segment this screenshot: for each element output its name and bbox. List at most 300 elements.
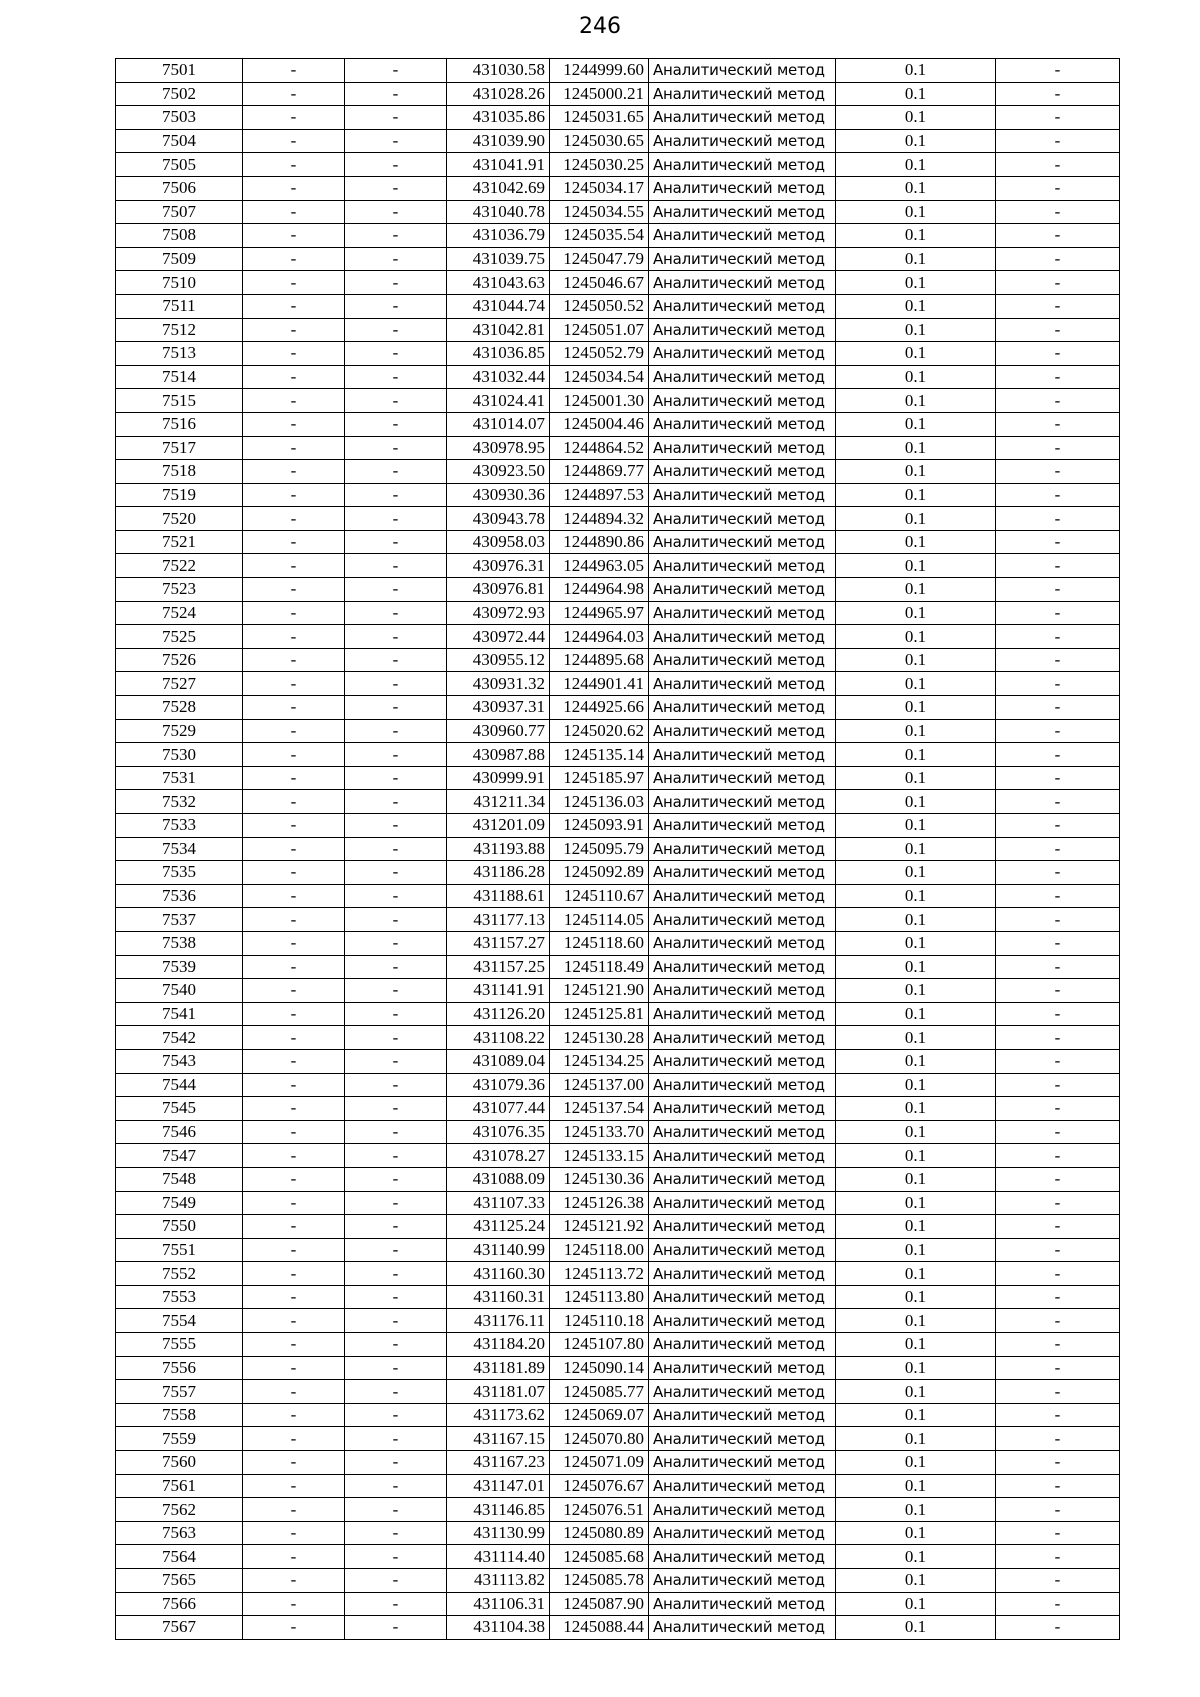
precision-cell: 0.1 bbox=[836, 979, 996, 1003]
y-coordinate-cell: 1245000.21 bbox=[550, 82, 649, 106]
dash-cell: - bbox=[996, 271, 1120, 295]
point-number-cell: 7555 bbox=[116, 1333, 243, 1357]
dash-cell: - bbox=[996, 1191, 1120, 1215]
dash-cell: - bbox=[996, 1262, 1120, 1286]
point-number-cell: 7552 bbox=[116, 1262, 243, 1286]
dash-cell: - bbox=[345, 1427, 447, 1451]
precision-cell: 0.1 bbox=[836, 200, 996, 224]
dash-cell: - bbox=[996, 1285, 1120, 1309]
y-coordinate-cell: 1245092.89 bbox=[550, 861, 649, 885]
dash-cell: - bbox=[345, 648, 447, 672]
precision-cell: 0.1 bbox=[836, 129, 996, 153]
x-coordinate-cell: 430943.78 bbox=[447, 507, 550, 531]
dash-cell: - bbox=[345, 1026, 447, 1050]
dash-cell: - bbox=[243, 129, 345, 153]
precision-cell: 0.1 bbox=[836, 271, 996, 295]
point-number-cell: 7560 bbox=[116, 1451, 243, 1475]
x-coordinate-cell: 431193.88 bbox=[447, 837, 550, 861]
dash-cell: - bbox=[243, 1498, 345, 1522]
method-cell: Аналитический метод bbox=[649, 436, 836, 460]
method-cell: Аналитический метод bbox=[649, 460, 836, 484]
dash-cell: - bbox=[345, 247, 447, 271]
method-cell: Аналитический метод bbox=[649, 1026, 836, 1050]
y-coordinate-cell: 1245113.72 bbox=[550, 1262, 649, 1286]
dash-cell: - bbox=[996, 719, 1120, 743]
table-row bbox=[116, 106, 1120, 130]
table-row bbox=[116, 1498, 1120, 1522]
point-number-cell: 7542 bbox=[116, 1026, 243, 1050]
precision-cell: 0.1 bbox=[836, 1451, 996, 1475]
precision-cell: 0.1 bbox=[836, 342, 996, 366]
y-coordinate-cell: 1245076.51 bbox=[550, 1498, 649, 1522]
dash-cell: - bbox=[243, 931, 345, 955]
table-row bbox=[116, 884, 1120, 908]
dash-cell: - bbox=[996, 578, 1120, 602]
y-coordinate-cell: 1245107.80 bbox=[550, 1333, 649, 1357]
dash-cell: - bbox=[996, 365, 1120, 389]
precision-cell: 0.1 bbox=[836, 790, 996, 814]
x-coordinate-cell: 431141.91 bbox=[447, 979, 550, 1003]
dash-cell: - bbox=[345, 955, 447, 979]
dash-cell: - bbox=[996, 955, 1120, 979]
precision-cell: 0.1 bbox=[836, 1167, 996, 1191]
table-row bbox=[116, 82, 1120, 106]
table-row bbox=[116, 1451, 1120, 1475]
precision-cell: 0.1 bbox=[836, 1049, 996, 1073]
dash-cell: - bbox=[996, 106, 1120, 130]
x-coordinate-cell: 431114.40 bbox=[447, 1545, 550, 1569]
precision-cell: 0.1 bbox=[836, 153, 996, 177]
precision-cell: 0.1 bbox=[836, 908, 996, 932]
y-coordinate-cell: 1244965.97 bbox=[550, 601, 649, 625]
y-coordinate-cell: 1245135.14 bbox=[550, 743, 649, 767]
x-coordinate-cell: 431030.58 bbox=[447, 59, 550, 83]
precision-cell: 0.1 bbox=[836, 530, 996, 554]
y-coordinate-cell: 1245118.60 bbox=[550, 931, 649, 955]
x-coordinate-cell: 431079.36 bbox=[447, 1073, 550, 1097]
x-coordinate-cell: 431076.35 bbox=[447, 1120, 550, 1144]
x-coordinate-cell: 431024.41 bbox=[447, 389, 550, 413]
x-coordinate-cell: 431039.75 bbox=[447, 247, 550, 271]
dash-cell: - bbox=[243, 1238, 345, 1262]
x-coordinate-cell: 430930.36 bbox=[447, 483, 550, 507]
y-coordinate-cell: 1245069.07 bbox=[550, 1403, 649, 1427]
point-number-cell: 7545 bbox=[116, 1097, 243, 1121]
table-row bbox=[116, 1215, 1120, 1239]
point-number-cell: 7544 bbox=[116, 1073, 243, 1097]
method-cell: Аналитический метод bbox=[649, 1120, 836, 1144]
point-number-cell: 7526 bbox=[116, 648, 243, 672]
x-coordinate-cell: 431028.26 bbox=[447, 82, 550, 106]
table-row bbox=[116, 1403, 1120, 1427]
dash-cell: - bbox=[243, 460, 345, 484]
table-row bbox=[116, 743, 1120, 767]
coordinates-table bbox=[115, 58, 1120, 1640]
table-row bbox=[116, 719, 1120, 743]
method-cell: Аналитический метод bbox=[649, 1262, 836, 1286]
dash-cell: - bbox=[345, 884, 447, 908]
x-coordinate-cell: 430999.91 bbox=[447, 766, 550, 790]
y-coordinate-cell: 1244894.32 bbox=[550, 507, 649, 531]
x-coordinate-cell: 430923.50 bbox=[447, 460, 550, 484]
dash-cell: - bbox=[345, 82, 447, 106]
y-coordinate-cell: 1245076.67 bbox=[550, 1474, 649, 1498]
point-number-cell: 7532 bbox=[116, 790, 243, 814]
y-coordinate-cell: 1245034.55 bbox=[550, 200, 649, 224]
precision-cell: 0.1 bbox=[836, 82, 996, 106]
precision-cell: 0.1 bbox=[836, 719, 996, 743]
table-row bbox=[116, 790, 1120, 814]
precision-cell: 0.1 bbox=[836, 743, 996, 767]
dash-cell: - bbox=[243, 224, 345, 248]
table-row bbox=[116, 200, 1120, 224]
precision-cell: 0.1 bbox=[836, 601, 996, 625]
dash-cell: - bbox=[243, 59, 345, 83]
table-row bbox=[116, 1073, 1120, 1097]
dash-cell: - bbox=[996, 530, 1120, 554]
dash-cell: - bbox=[345, 1356, 447, 1380]
precision-cell: 0.1 bbox=[836, 1427, 996, 1451]
point-number-cell: 7522 bbox=[116, 554, 243, 578]
point-number-cell: 7521 bbox=[116, 530, 243, 554]
point-number-cell: 7504 bbox=[116, 129, 243, 153]
x-coordinate-cell: 431089.04 bbox=[447, 1049, 550, 1073]
dash-cell: - bbox=[996, 979, 1120, 1003]
dash-cell: - bbox=[996, 1616, 1120, 1640]
x-coordinate-cell: 431014.07 bbox=[447, 412, 550, 436]
x-coordinate-cell: 431177.13 bbox=[447, 908, 550, 932]
dash-cell: - bbox=[345, 412, 447, 436]
method-cell: Аналитический метод bbox=[649, 1498, 836, 1522]
y-coordinate-cell: 1245085.77 bbox=[550, 1380, 649, 1404]
y-coordinate-cell: 1245035.54 bbox=[550, 224, 649, 248]
x-coordinate-cell: 431040.78 bbox=[447, 200, 550, 224]
dash-cell: - bbox=[345, 365, 447, 389]
dash-cell: - bbox=[243, 1521, 345, 1545]
dash-cell: - bbox=[243, 106, 345, 130]
y-coordinate-cell: 1245090.14 bbox=[550, 1356, 649, 1380]
dash-cell: - bbox=[243, 1026, 345, 1050]
dash-cell: - bbox=[243, 1167, 345, 1191]
method-cell: Аналитический метод bbox=[649, 1073, 836, 1097]
point-number-cell: 7539 bbox=[116, 955, 243, 979]
dash-cell: - bbox=[243, 271, 345, 295]
y-coordinate-cell: 1245034.54 bbox=[550, 365, 649, 389]
x-coordinate-cell: 431181.89 bbox=[447, 1356, 550, 1380]
y-coordinate-cell: 1245126.38 bbox=[550, 1191, 649, 1215]
dash-cell: - bbox=[243, 1191, 345, 1215]
precision-cell: 0.1 bbox=[836, 460, 996, 484]
x-coordinate-cell: 430987.88 bbox=[447, 743, 550, 767]
x-coordinate-cell: 431078.27 bbox=[447, 1144, 550, 1168]
point-number-cell: 7533 bbox=[116, 814, 243, 838]
method-cell: Аналитический метод bbox=[649, 1451, 836, 1475]
dash-cell: - bbox=[243, 436, 345, 460]
dash-cell: - bbox=[345, 1167, 447, 1191]
point-number-cell: 7506 bbox=[116, 176, 243, 200]
dash-cell: - bbox=[996, 1097, 1120, 1121]
dash-cell: - bbox=[243, 389, 345, 413]
dash-cell: - bbox=[345, 153, 447, 177]
y-coordinate-cell: 1244901.41 bbox=[550, 672, 649, 696]
table-row bbox=[116, 1026, 1120, 1050]
point-number-cell: 7501 bbox=[116, 59, 243, 83]
y-coordinate-cell: 1245121.90 bbox=[550, 979, 649, 1003]
dash-cell: - bbox=[345, 1120, 447, 1144]
dash-cell: - bbox=[243, 294, 345, 318]
dash-cell: - bbox=[996, 247, 1120, 271]
point-number-cell: 7553 bbox=[116, 1285, 243, 1309]
x-coordinate-cell: 431039.90 bbox=[447, 129, 550, 153]
y-coordinate-cell: 1245137.00 bbox=[550, 1073, 649, 1097]
dash-cell: - bbox=[345, 59, 447, 83]
x-coordinate-cell: 431077.44 bbox=[447, 1097, 550, 1121]
table-row bbox=[116, 153, 1120, 177]
y-coordinate-cell: 1245134.25 bbox=[550, 1049, 649, 1073]
y-coordinate-cell: 1245080.89 bbox=[550, 1521, 649, 1545]
dash-cell: - bbox=[243, 1474, 345, 1498]
x-coordinate-cell: 431130.99 bbox=[447, 1521, 550, 1545]
method-cell: Аналитический метод bbox=[649, 1545, 836, 1569]
dash-cell: - bbox=[996, 82, 1120, 106]
precision-cell: 0.1 bbox=[836, 648, 996, 672]
table-row bbox=[116, 176, 1120, 200]
dash-cell: - bbox=[243, 318, 345, 342]
x-coordinate-cell: 430955.12 bbox=[447, 648, 550, 672]
dash-cell: - bbox=[996, 153, 1120, 177]
method-cell: Аналитический метод bbox=[649, 1592, 836, 1616]
dash-cell: - bbox=[345, 1545, 447, 1569]
precision-cell: 0.1 bbox=[836, 814, 996, 838]
method-cell: Аналитический метод bbox=[649, 955, 836, 979]
y-coordinate-cell: 1245004.46 bbox=[550, 412, 649, 436]
dash-cell: - bbox=[996, 507, 1120, 531]
dash-cell: - bbox=[345, 625, 447, 649]
dash-cell: - bbox=[243, 908, 345, 932]
y-coordinate-cell: 1244864.52 bbox=[550, 436, 649, 460]
dash-cell: - bbox=[345, 106, 447, 130]
point-number-cell: 7519 bbox=[116, 483, 243, 507]
dash-cell: - bbox=[996, 884, 1120, 908]
dash-cell: - bbox=[345, 1002, 447, 1026]
point-number-cell: 7528 bbox=[116, 696, 243, 720]
table-row bbox=[116, 1167, 1120, 1191]
method-cell: Аналитический метод bbox=[649, 1215, 836, 1239]
dash-cell: - bbox=[345, 342, 447, 366]
dash-cell: - bbox=[345, 318, 447, 342]
dash-cell: - bbox=[996, 412, 1120, 436]
table-row bbox=[116, 530, 1120, 554]
dash-cell: - bbox=[243, 530, 345, 554]
dash-cell: - bbox=[996, 743, 1120, 767]
dash-cell: - bbox=[345, 554, 447, 578]
x-coordinate-cell: 431157.25 bbox=[447, 955, 550, 979]
dash-cell: - bbox=[243, 814, 345, 838]
y-coordinate-cell: 1245050.52 bbox=[550, 294, 649, 318]
dash-cell: - bbox=[345, 837, 447, 861]
table-row bbox=[116, 436, 1120, 460]
dash-cell: - bbox=[996, 1309, 1120, 1333]
method-cell: Аналитический метод bbox=[649, 1049, 836, 1073]
dash-cell: - bbox=[996, 436, 1120, 460]
point-number-cell: 7534 bbox=[116, 837, 243, 861]
point-number-cell: 7510 bbox=[116, 271, 243, 295]
dash-cell: - bbox=[243, 507, 345, 531]
table-row bbox=[116, 1262, 1120, 1286]
table-row bbox=[116, 601, 1120, 625]
point-number-cell: 7508 bbox=[116, 224, 243, 248]
precision-cell: 0.1 bbox=[836, 1285, 996, 1309]
point-number-cell: 7507 bbox=[116, 200, 243, 224]
dash-cell: - bbox=[243, 1403, 345, 1427]
dash-cell: - bbox=[345, 861, 447, 885]
dash-cell: - bbox=[996, 1002, 1120, 1026]
precision-cell: 0.1 bbox=[836, 1238, 996, 1262]
y-coordinate-cell: 1245020.62 bbox=[550, 719, 649, 743]
precision-cell: 0.1 bbox=[836, 931, 996, 955]
point-number-cell: 7546 bbox=[116, 1120, 243, 1144]
dash-cell: - bbox=[996, 1238, 1120, 1262]
method-cell: Аналитический метод bbox=[649, 908, 836, 932]
precision-cell: 0.1 bbox=[836, 1521, 996, 1545]
x-coordinate-cell: 431108.22 bbox=[447, 1026, 550, 1050]
precision-cell: 0.1 bbox=[836, 578, 996, 602]
dash-cell: - bbox=[243, 554, 345, 578]
dash-cell: - bbox=[243, 601, 345, 625]
table-row bbox=[116, 460, 1120, 484]
x-coordinate-cell: 431113.82 bbox=[447, 1569, 550, 1593]
dash-cell: - bbox=[243, 1120, 345, 1144]
dash-cell: - bbox=[243, 979, 345, 1003]
method-cell: Аналитический метод bbox=[649, 554, 836, 578]
x-coordinate-cell: 431104.38 bbox=[447, 1616, 550, 1640]
precision-cell: 0.1 bbox=[836, 1262, 996, 1286]
point-number-cell: 7514 bbox=[116, 365, 243, 389]
table-row bbox=[116, 766, 1120, 790]
table-row bbox=[116, 483, 1120, 507]
y-coordinate-cell: 1245093.91 bbox=[550, 814, 649, 838]
method-cell: Аналитический метод bbox=[649, 1144, 836, 1168]
dash-cell: - bbox=[996, 908, 1120, 932]
dash-cell: - bbox=[243, 176, 345, 200]
dash-cell: - bbox=[243, 365, 345, 389]
table-row bbox=[116, 837, 1120, 861]
dash-cell: - bbox=[996, 1215, 1120, 1239]
x-coordinate-cell: 431167.23 bbox=[447, 1451, 550, 1475]
dash-cell: - bbox=[243, 790, 345, 814]
point-number-cell: 7554 bbox=[116, 1309, 243, 1333]
point-number-cell: 7505 bbox=[116, 153, 243, 177]
dash-cell: - bbox=[243, 672, 345, 696]
dash-cell: - bbox=[243, 955, 345, 979]
x-coordinate-cell: 431044.74 bbox=[447, 294, 550, 318]
table-row bbox=[116, 1097, 1120, 1121]
dash-cell: - bbox=[243, 1333, 345, 1357]
y-coordinate-cell: 1245071.09 bbox=[550, 1451, 649, 1475]
dash-cell: - bbox=[996, 766, 1120, 790]
dash-cell: - bbox=[345, 200, 447, 224]
y-coordinate-cell: 1245034.17 bbox=[550, 176, 649, 200]
dash-cell: - bbox=[345, 1191, 447, 1215]
x-coordinate-cell: 431160.30 bbox=[447, 1262, 550, 1286]
precision-cell: 0.1 bbox=[836, 436, 996, 460]
precision-cell: 0.1 bbox=[836, 696, 996, 720]
x-coordinate-cell: 430931.32 bbox=[447, 672, 550, 696]
y-coordinate-cell: 1245095.79 bbox=[550, 837, 649, 861]
point-number-cell: 7547 bbox=[116, 1144, 243, 1168]
dash-cell: - bbox=[996, 1569, 1120, 1593]
table-row bbox=[116, 672, 1120, 696]
dash-cell: - bbox=[243, 743, 345, 767]
y-coordinate-cell: 1244890.86 bbox=[550, 530, 649, 554]
table-row bbox=[116, 1569, 1120, 1593]
dash-cell: - bbox=[996, 1498, 1120, 1522]
method-cell: Аналитический метод bbox=[649, 59, 836, 83]
x-coordinate-cell: 431042.81 bbox=[447, 318, 550, 342]
point-number-cell: 7540 bbox=[116, 979, 243, 1003]
method-cell: Аналитический метод bbox=[649, 1238, 836, 1262]
point-number-cell: 7531 bbox=[116, 766, 243, 790]
precision-cell: 0.1 bbox=[836, 1026, 996, 1050]
table-row bbox=[116, 1238, 1120, 1262]
point-number-cell: 7535 bbox=[116, 861, 243, 885]
dash-cell: - bbox=[996, 672, 1120, 696]
dash-cell: - bbox=[345, 1451, 447, 1475]
y-coordinate-cell: 1245133.70 bbox=[550, 1120, 649, 1144]
table-row bbox=[116, 861, 1120, 885]
y-coordinate-cell: 1245001.30 bbox=[550, 389, 649, 413]
dash-cell: - bbox=[345, 271, 447, 295]
y-coordinate-cell: 1245113.80 bbox=[550, 1285, 649, 1309]
y-coordinate-cell: 1245085.78 bbox=[550, 1569, 649, 1593]
method-cell: Аналитический метод bbox=[649, 1333, 836, 1357]
dash-cell: - bbox=[996, 648, 1120, 672]
x-coordinate-cell: 431041.91 bbox=[447, 153, 550, 177]
method-cell: Аналитический метод bbox=[649, 648, 836, 672]
dash-cell: - bbox=[345, 1474, 447, 1498]
point-number-cell: 7536 bbox=[116, 884, 243, 908]
table-row bbox=[116, 1285, 1120, 1309]
dash-cell: - bbox=[345, 1333, 447, 1357]
dash-cell: - bbox=[243, 200, 345, 224]
method-cell: Аналитический метод bbox=[649, 1427, 836, 1451]
dash-cell: - bbox=[996, 837, 1120, 861]
point-number-cell: 7538 bbox=[116, 931, 243, 955]
precision-cell: 0.1 bbox=[836, 412, 996, 436]
x-coordinate-cell: 431035.86 bbox=[447, 106, 550, 130]
point-number-cell: 7567 bbox=[116, 1616, 243, 1640]
dash-cell: - bbox=[243, 1380, 345, 1404]
method-cell: Аналитический метод bbox=[649, 672, 836, 696]
precision-cell: 0.1 bbox=[836, 507, 996, 531]
method-cell: Аналитический метод bbox=[649, 1521, 836, 1545]
point-number-cell: 7503 bbox=[116, 106, 243, 130]
x-coordinate-cell: 431036.79 bbox=[447, 224, 550, 248]
dash-cell: - bbox=[345, 1521, 447, 1545]
table-row bbox=[116, 908, 1120, 932]
dash-cell: - bbox=[996, 814, 1120, 838]
table-row bbox=[116, 318, 1120, 342]
dash-cell: - bbox=[345, 814, 447, 838]
x-coordinate-cell: 431146.85 bbox=[447, 1498, 550, 1522]
precision-cell: 0.1 bbox=[836, 1073, 996, 1097]
dash-cell: - bbox=[243, 342, 345, 366]
y-coordinate-cell: 1245031.65 bbox=[550, 106, 649, 130]
dash-cell: - bbox=[243, 1049, 345, 1073]
dash-cell: - bbox=[243, 1616, 345, 1640]
point-number-cell: 7537 bbox=[116, 908, 243, 932]
precision-cell: 0.1 bbox=[836, 1592, 996, 1616]
